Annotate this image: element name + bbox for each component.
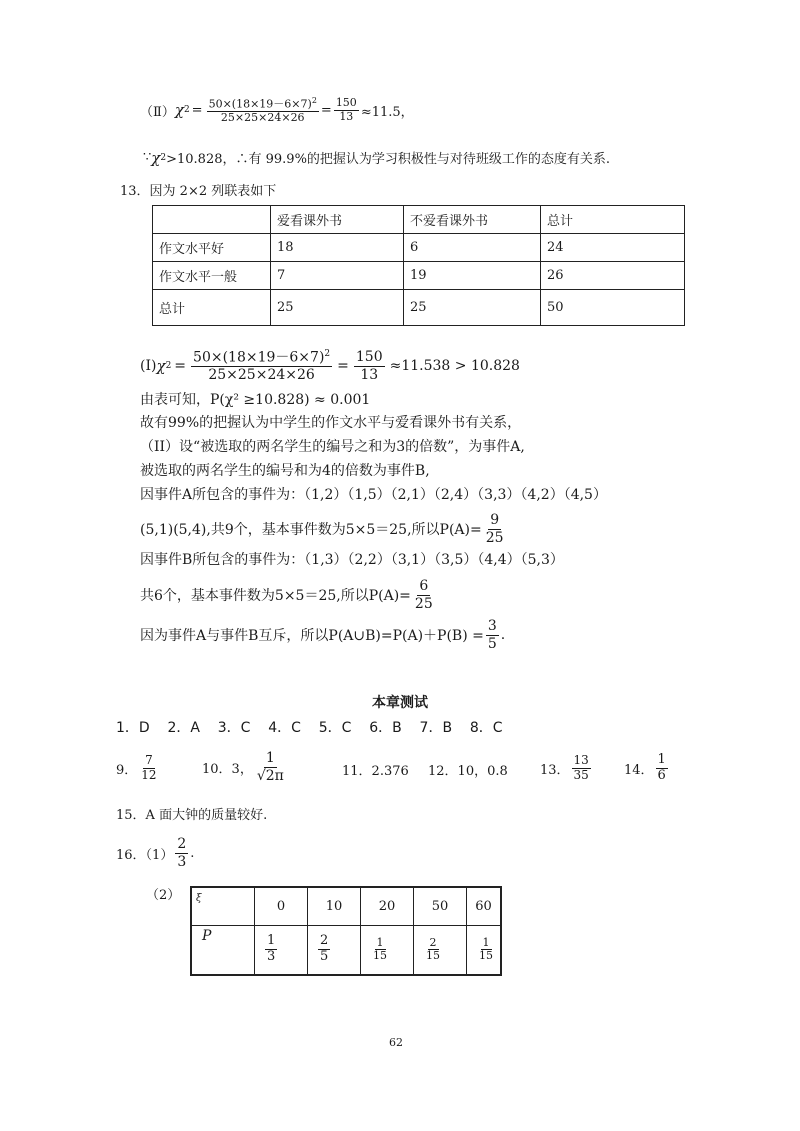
- p-numerator: 1: [376, 935, 384, 949]
- p-numerator: 2: [429, 935, 437, 949]
- q9-denominator: 12: [141, 767, 157, 782]
- p-fraction: [477, 937, 495, 963]
- p13-events-a-line: 因事件A所包含的事件为：（1,2）（1,5）（2,1）（2,4）（3,3）（4,2）（4,5）: [140, 487, 607, 503]
- p12-f1-denominator: 25×25×24×26: [220, 110, 305, 124]
- table-cell: 7: [271, 262, 404, 290]
- table-cell: [414, 925, 467, 975]
- contingency-table: [152, 205, 685, 326]
- q9-answer: [116, 748, 161, 788]
- table-cell: [255, 925, 308, 975]
- p-numerator: 2: [320, 933, 329, 949]
- p-fraction: [318, 934, 330, 965]
- p-fraction: [424, 937, 442, 963]
- q16-end: .: [190, 845, 195, 861]
- page-number: 62: [389, 1036, 403, 1049]
- q9-label: 9．: [116, 762, 138, 778]
- q16-part1-answer: [116, 832, 194, 874]
- p12-fraction-result: [334, 97, 359, 123]
- table-cell: 25: [404, 290, 541, 326]
- q16-fraction: [175, 836, 188, 869]
- q10-numerator: 1: [265, 750, 275, 767]
- table-row: [153, 234, 685, 262]
- p-numerator: 1: [482, 935, 490, 949]
- p13-chi-exponent: 2: [165, 361, 172, 371]
- p12-chi-exponent-2: 2: [160, 152, 167, 163]
- q16-denominator: 3: [177, 853, 187, 870]
- p-denominator: 3: [267, 949, 276, 965]
- q14-answer: [624, 748, 670, 788]
- p13-events-b-line: 因事件B所包含的事件为：（1,3）（2,2）（3,1）（3,5）（4,4）（5,3）: [140, 552, 564, 568]
- table-cell: 作文水平好: [153, 234, 271, 262]
- xi-symbol: ξ: [196, 893, 202, 904]
- distribution-table: [190, 886, 502, 976]
- table-cell: 0: [255, 887, 308, 925]
- p12-f1-numerator: 50×(18×19－6×7): [208, 97, 312, 111]
- because-icon: ∵: [143, 150, 152, 165]
- p13-pa-fraction: [484, 512, 506, 545]
- p13-pb-fraction: [413, 578, 435, 611]
- p13-union-end: .: [500, 627, 506, 643]
- table-cell: 25: [271, 290, 404, 326]
- p13-pb-line: [140, 574, 437, 616]
- p12-chi-symbol: χ: [174, 101, 184, 119]
- q9-numerator: 7: [145, 752, 153, 767]
- q16-label: 16．（1）: [116, 847, 174, 863]
- p13-part-ii-line: （II）设“被选取的两名学生的编号之和为3的倍数”，为事件A,: [140, 439, 525, 455]
- p13-union-fraction: [486, 618, 499, 651]
- p13-pb-text: 共6个，基本事件数为5×5＝25,所以P(A)=: [140, 588, 411, 604]
- table-row: [153, 206, 685, 234]
- p12-equals-2: =: [320, 102, 332, 118]
- p12-chi-symbol-2: χ: [151, 148, 161, 167]
- table-cell: 18: [271, 234, 404, 262]
- q10-answer: [202, 744, 288, 790]
- p-header-cell: [191, 925, 255, 975]
- q14-numerator: 1: [657, 751, 666, 767]
- table-cell: 20: [361, 887, 414, 925]
- p12-part-label: （Ⅱ）: [140, 104, 175, 120]
- chapter-test-heading: 本章测试: [372, 695, 428, 711]
- p13-known-line: 由表可知，P(χ² ≥10.828) ≈ 0.001: [140, 392, 371, 408]
- table-cell: 6: [404, 234, 541, 262]
- p13-f2-numerator: 150: [355, 349, 383, 366]
- p13-fraction-main: [191, 349, 332, 383]
- p13-pa-line: [140, 508, 508, 550]
- p13-union-numerator: 3: [487, 618, 497, 635]
- xi-header-cell: [191, 887, 255, 925]
- p12-fraction-main: [207, 96, 319, 125]
- p13-pb-denominator: 25: [414, 595, 433, 612]
- table-cell: 26: [541, 262, 685, 290]
- p13-chi-symbol: χ: [156, 357, 166, 375]
- p-fraction: [371, 937, 389, 963]
- table-cell: [361, 925, 414, 975]
- table-header-cell: [153, 206, 271, 234]
- p13-union-text: 因为事件A与事件B互斥，所以P(A∪B)=P(A)＋P(B) =: [140, 628, 484, 644]
- q13-numerator: 13: [573, 752, 589, 767]
- p12-formula-line: [140, 92, 414, 128]
- q13-label: 13．: [540, 762, 570, 778]
- q16-part2-label: （2）: [146, 888, 181, 903]
- p13-fraction-result: [354, 349, 385, 382]
- p13-event-b-line: 被选取的两名学生的编号和为4的倍数为事件B,: [140, 463, 430, 479]
- p13-pa-denominator: 25: [485, 529, 504, 546]
- p-denominator: 15: [426, 949, 440, 963]
- p-symbol: P: [202, 927, 212, 944]
- table-row: [153, 262, 685, 290]
- q10-label: 10．3，: [202, 761, 253, 777]
- p13-conclusion-line: 故有99%的把握认为中学生的作文水平与爱看课外书有关系，: [140, 415, 522, 431]
- q12-answer: 12．10，0.8: [428, 764, 508, 779]
- p13-pa-numerator: 9: [490, 512, 500, 529]
- p13-union-denominator: 5: [487, 635, 497, 652]
- q15-answer: 15．A 面大钟的质量较好.: [116, 808, 268, 823]
- q14-denominator: 6: [657, 767, 666, 783]
- p12-conclusion-text: >10.828，∴有 99.9%的把握认为学习积极性与对待班级工作的态度有关系.: [166, 152, 611, 167]
- p13-chi-formula: (I) χ 2 = $\frac{50\times(18\times 19-6\times 7)^2}{25\times 25\times 24\times 26}$ = $\frac{150}{13}$ ≈11.538 > 10.828: [140, 349, 520, 383]
- p13-pb-numerator: 6: [419, 578, 429, 595]
- p13-f1-denominator: 25×25×24×26: [208, 366, 315, 383]
- p13-pa-text: (5,1)(5,4),共9个，基本事件数为5×5＝25,所以P(A)=: [140, 522, 482, 538]
- table-cell: 60: [467, 887, 502, 925]
- q10-denominator: √2π: [256, 767, 284, 784]
- table-row: [191, 887, 501, 925]
- table-header-cell: 不爱看课外书: [404, 206, 541, 234]
- q10-fraction: [255, 750, 286, 783]
- p12-f2-denominator: 13: [339, 109, 354, 123]
- table-cell: 10: [308, 887, 361, 925]
- q13-fraction: [572, 754, 591, 783]
- p12-f2-numerator: 150: [335, 95, 357, 109]
- q11-answer: 11．2.376: [342, 764, 409, 779]
- p12-f1-numerator-exp: 2: [311, 95, 317, 105]
- p12-chi-exponent: 2: [183, 105, 190, 115]
- table-row: [191, 925, 501, 975]
- q13-answer: [540, 748, 593, 788]
- p-denominator: 15: [373, 949, 387, 963]
- table-row: [153, 290, 685, 326]
- table-header-cell: 总计: [541, 206, 685, 234]
- table-cell: 作文水平一般: [153, 262, 271, 290]
- p13-intro: 13．因为 2×2 列联表如下: [120, 184, 277, 199]
- p12-approx: ≈11.5，: [360, 104, 414, 120]
- table-cell: [308, 925, 361, 975]
- p13-f1-numerator: 50×(18×19－6×7): [193, 349, 325, 366]
- p13-f1-numerator-exp: 2: [324, 349, 331, 360]
- p13-part-i-label: (I): [140, 358, 157, 374]
- q13-denominator: 35: [573, 767, 589, 782]
- p13-union-line: [140, 614, 505, 656]
- table-cell: 总计: [153, 290, 271, 326]
- q16-numerator: 2: [177, 836, 187, 853]
- p12-conclusion-line: [143, 148, 610, 167]
- p13-f2-denominator: 13: [360, 366, 379, 383]
- p12-equals: =: [191, 102, 203, 118]
- table-cell: 24: [541, 234, 685, 262]
- table-cell: 19: [404, 262, 541, 290]
- q9-fraction: [139, 754, 158, 783]
- table-header-cell: 爱看课外书: [271, 206, 404, 234]
- table-cell: 50: [541, 290, 685, 326]
- table-cell: 50: [414, 887, 467, 925]
- p-denominator: 15: [479, 949, 493, 963]
- table-cell: [467, 925, 502, 975]
- q14-label: 14．: [624, 762, 654, 778]
- p-denominator: 5: [320, 949, 329, 965]
- q14-fraction: [656, 753, 668, 784]
- p-numerator: 1: [267, 933, 276, 949]
- p13-approx: ≈11.538 > 10.828: [389, 358, 520, 374]
- p-fraction: [265, 934, 277, 965]
- multiple-choice-answers: 1．D 2．A 3．C 4．C 5．C 6．B 7．B 8．C: [116, 720, 503, 736]
